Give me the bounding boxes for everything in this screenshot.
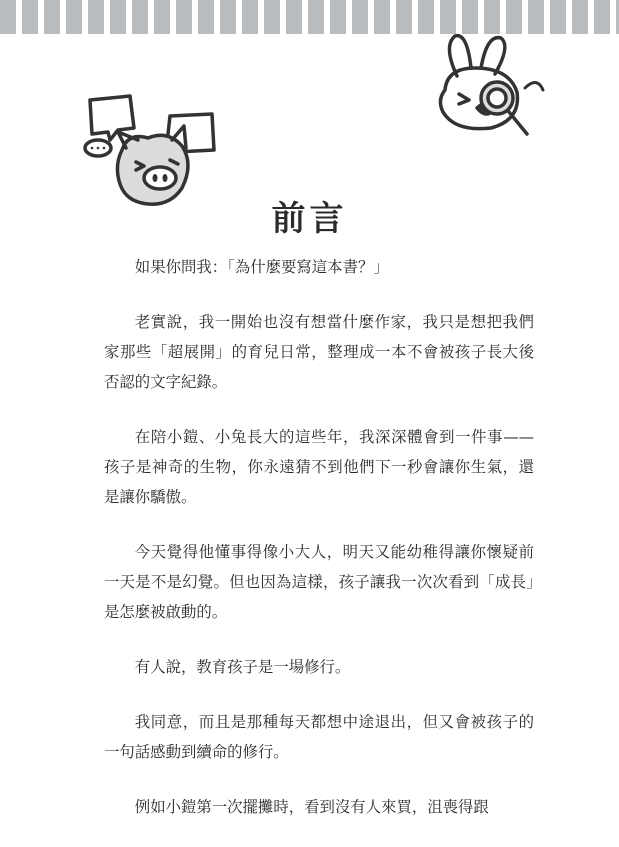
paragraph: 如果你問我：「為什麼要寫這本書？」	[134, 258, 389, 276]
bunny-with-magnifier-icon	[425, 28, 550, 140]
paragraph: 有人說，教育孩子是一場修行。	[134, 658, 351, 676]
paragraph: 我同意，而且是那種每天都想中途退出，但又會被孩子的一句話感動到續命的修行。	[104, 713, 534, 761]
page-title: 前言	[271, 198, 348, 239]
paragraph: 今天覺得他懂事得像小大人，明天又能幼稚得讓你懷疑前一天是不是幻覺。但也因為這樣，孩子讓我一次次看到「成長」是怎麼被啟動的。	[104, 543, 534, 621]
paragraph: 在陪小鎧、小兔長大的這些年，我深深體會到一件事——孩子是神奇的生物，你永遠猜不到他們下一秒會讓你生氣，還是讓你驕傲。	[104, 428, 534, 506]
paragraph: 例如小鎧第一次擺攤時，看到沒有人來買，沮喪得跟	[134, 798, 489, 816]
paragraph: 老實說，我一開始也沒有想當什麼作家，我只是想把我們家那些「超展開」的育兒日常，整理成一本不會被孩子長大後否認的文字紀錄。	[104, 313, 534, 391]
body-text	[104, 252, 534, 847]
